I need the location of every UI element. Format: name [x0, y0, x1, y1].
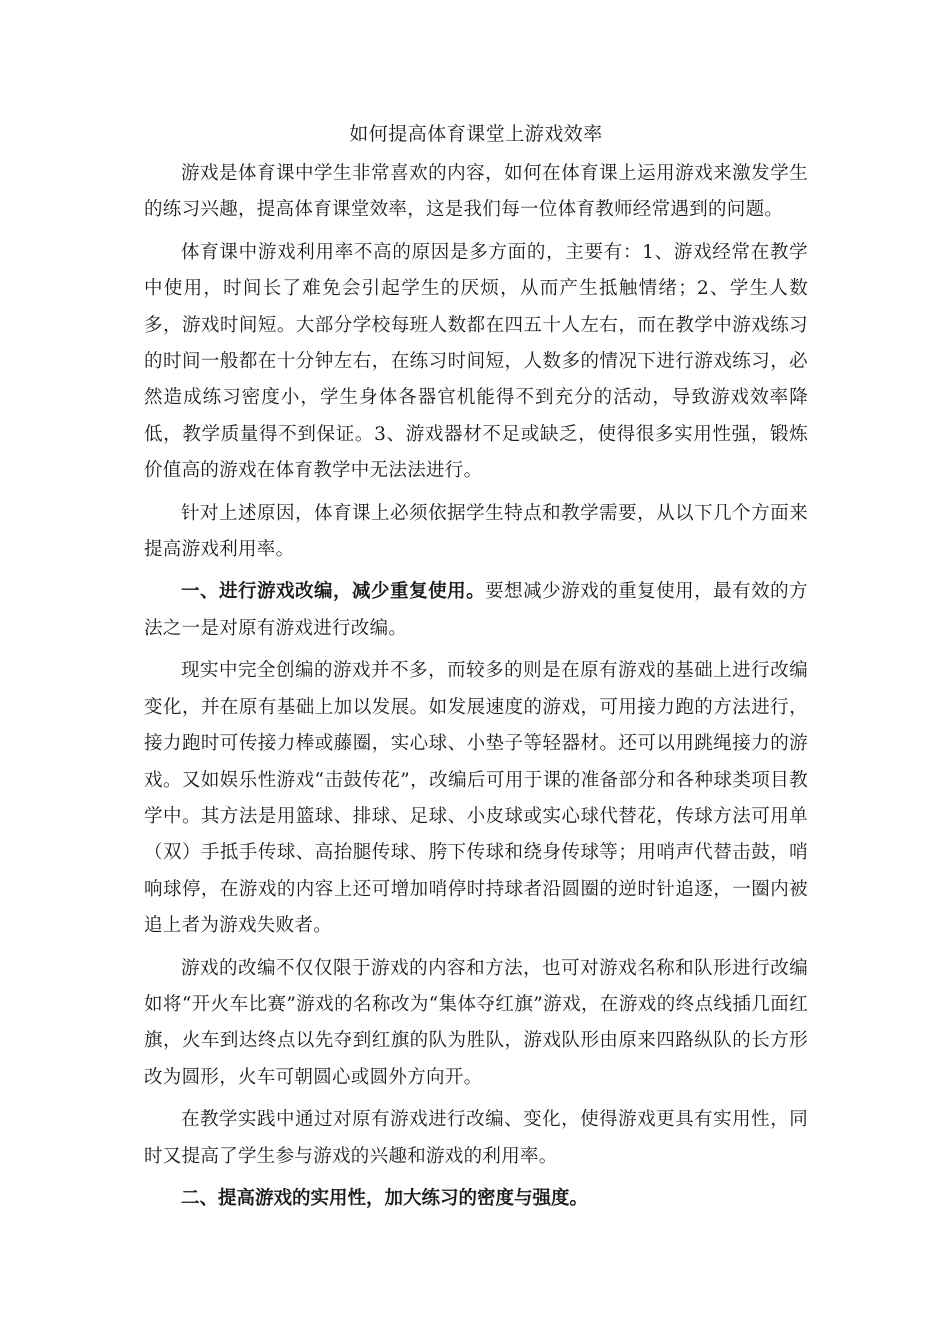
paragraph-text: 针对上述原因，体育课上必须依据学生特点和教学需要，从以下几个方面来提高游戏利用率。 — [144, 502, 808, 561]
document-body — [144, 120, 808, 1217]
paragraph-text: 游戏的改编不仅仅限于游戏的内容和方法，也可对游戏名称和队形进行改编如将“开火车比赛”游戏的名称改为“集体夺红旗”游戏，在游戏的终点线插几面红旗，火车到达终点以先夺到红旗的队为胜队，游戏队形由原来四路纵队的长方形改为圆形，火车可朝圆心或圆外方向开。 — [144, 957, 808, 1088]
paragraph-text: 现实中完全创编的游戏并不多，而较多的则是在原有游戏的基础上进行改编变化，并在原有基础上加以发展。如发展速度的游戏，可用接力跑的方法进行，接力跑时可传接力棒或藤圈，实心球、小垫子等轻器材。还可以用跳绳接力的游戏。又如娱乐性游戏“击鼓传花”，改编后可用于课的准备部分和各种球类项目教学中。其方法是用篮球、排球、足球、小皮球或实心球代替花，传球方法可用单（双）手抵手传球、高抬腿传球、胯下传球和绕身传球等；用哨声代替击鼓，哨响球停，在游戏的内容上还可增加哨停时持球者沿圆圈的逆时针追逐，一圈内被追上者为游戏失败者。 — [144, 660, 808, 937]
section-one-heading: 一、进行游戏改编，减少重复使用。 — [181, 581, 486, 603]
paragraph-adaptation-examples — [144, 653, 808, 944]
paragraph-text: 体育课中游戏利用率不高的原因是多方面的，主要有：1、游戏经常在教学中使用，时间长了难免会引起学生的厌烦，从而产生抵触情绪；2、学生人数多，游戏时间短。大部分学校每班人数都在四五十人左右，而在教学中游戏练习的时间一般都在十分钟左右，在练习时间短，人数多的情况下进行游戏练习，必然造成练习密度小，学生身体各器官机能得不到充分的活动，导致游戏效率降低，教学质量得不到保证。3、游戏器材不足或缺乏，使得很多实用性强，锻炼价值高的游戏在体育教学中无法法进行。 — [144, 241, 808, 482]
paragraph-renaming — [144, 951, 808, 1097]
paragraph-text: 游戏是体育课中学生非常喜欢的内容，如何在体育课上运用游戏来激发学生的练习兴趣，提高体育课堂效率，这是我们每一位体育教师经常遇到的问题。 — [144, 163, 808, 221]
paragraph-reasons — [144, 235, 808, 490]
paragraph-response — [144, 496, 808, 569]
paragraph-text: 要想减少游戏的重复使用，最有效的方法之一是对原有游戏进行改编。 — [144, 581, 808, 639]
paragraph-intro — [144, 156, 808, 229]
paragraph-text: 在教学实践中通过对原有游戏进行改编、变化，使得游戏更具有实用性，同时又提高了学生参与游戏的兴趣和游戏的利用率。 — [144, 1109, 808, 1167]
paragraph-section-one — [144, 574, 808, 647]
document-title: 如何提高体育课堂上游戏效率 — [349, 123, 603, 145]
paragraph-summary — [144, 1102, 808, 1175]
section-two-heading: 二、提高游戏的实用性，加大练习的密度与强度。 — [181, 1187, 589, 1209]
